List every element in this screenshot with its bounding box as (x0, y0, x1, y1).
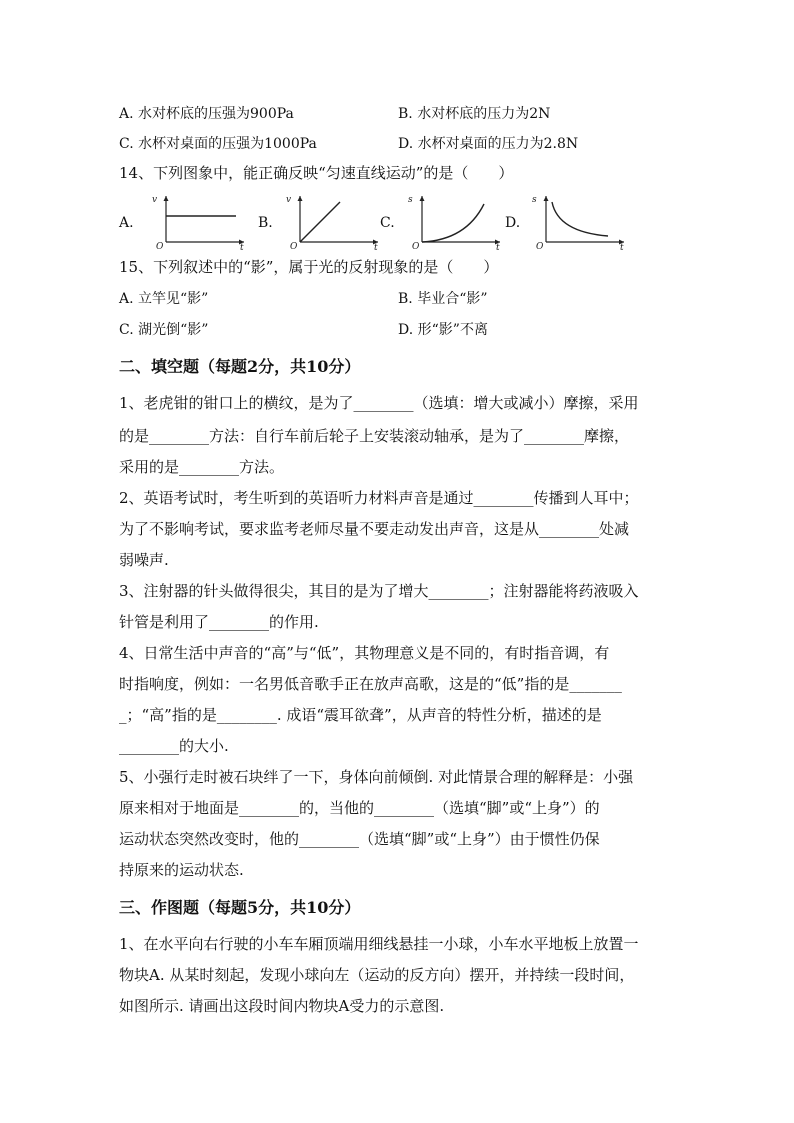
graph-c-y-label: s (408, 195, 413, 205)
q15-option-d: D. 形“影”不离 (398, 322, 488, 338)
section2-line: 弱噪声. (119, 551, 169, 569)
q13-option-a: A. 水对杯底的压强为900Pa (119, 106, 294, 122)
section2-line: 2、英语考试时，考生听到的英语听力材料声音是通过________传播到人耳中； (119, 489, 639, 507)
q15-option-b: B. 毕业合“影” (398, 291, 488, 307)
section3-line: 物块A. 从某时刻起，发现小球向左（运动的反方向）摆开，并持续一段时间， (119, 966, 635, 984)
graph-c-origin: O (412, 242, 420, 252)
graph-a-y-label: v (152, 195, 158, 205)
section2-line: 针管是利用了________的作用. (119, 613, 319, 631)
graph-c-s-t-curve (404, 192, 504, 253)
section2-line: 5、小强行走时被石块绊了一下，身体向前倾倒. 对此情景合理的解释是：小强 (119, 768, 634, 786)
graph-a-x-label: t (240, 243, 244, 253)
q13-option-d: D. 水杯对桌面的压力为2.8N (398, 136, 579, 152)
graph-d-x-label: t (620, 243, 624, 253)
q14-label-c: C. (380, 215, 395, 231)
graph-a-v-t-horizontal (148, 192, 248, 253)
q14-label-d: D. (505, 215, 521, 231)
q14-label-b: B. (258, 215, 273, 231)
section2-line: 采用的是________方法。 (119, 458, 285, 476)
section2-line: _；“高”指的是________. 成语“震耳欲聋”，从声音的特性分析，描述的是 (119, 706, 602, 724)
graph-d-s-t-decay (528, 192, 628, 253)
section3-line: 1、在水平向右行驶的小车车厢顶端用细线悬挂一小球，小车水平地板上放置一 (119, 935, 639, 953)
section2-title: 二、填空题（每题2分，共10分） (119, 357, 361, 376)
section2-line: 原来相对于地面是________的，当他的________（选填“脚”或“上身”）的 (119, 799, 600, 817)
section3-title: 三、作图题（每题5分，共10分） (119, 898, 361, 917)
q14-stem: 14、下列图象中，能正确反映“匀速直线运动”的是（ ） (119, 164, 514, 182)
graph-c-x-label: t (496, 243, 500, 253)
graph-a-origin: O (156, 242, 164, 252)
section2-line: 的是________方法：自行车前后轮子上安装滚动轴承，是为了________摩擦， (119, 427, 630, 445)
section2-line: 持原来的运动状态. (119, 861, 244, 879)
q15-stem: 15、下列叙述中的“影”，属于光的反射现象的是（ ） (119, 258, 499, 276)
graph-b-x-label: t (374, 243, 378, 253)
section2-line: 时指响度，例如：一名男低音歌手正在放声高歌，这是的“低”指的是_______ (119, 675, 622, 693)
section2-line: 1、老虎钳的钳口上的横纹，是为了________（选填：增大或减小）摩擦，采用 (119, 394, 639, 412)
section2-line: ________的大小. (119, 737, 229, 755)
graph-b-origin: O (290, 242, 298, 252)
q14-label-a: A. (119, 215, 134, 231)
graph-b-v-t-incline (282, 192, 382, 253)
section2-line: 运动状态突然改变时，他的________（选填“脚”或“上身”）由于惯性仍保 (119, 830, 600, 848)
q13-option-b: B. 水对杯底的压力为2N (398, 106, 551, 122)
section2-line: 为了不影响考试，要求监考老师尽量不要走动发出声音，这是从________处减 (119, 520, 630, 538)
graph-b-y-label: v (286, 195, 292, 205)
q13-option-c: C. 水杯对桌面的压强为1000Pa (119, 136, 317, 152)
section3-line: 如图所示. 请画出这段时间内物块A受力的示意图. (119, 997, 445, 1015)
q15-option-a: A. 立竿见“影” (119, 291, 209, 307)
graph-d-y-label: s (532, 195, 537, 205)
section2-line: 3、注射器的针头做得很尖，其目的是为了增大________；注射器能将药液吸入 (119, 582, 639, 600)
section2-line: 4、日常生活中声音的“高”与“低”，其物理意义是不同的，有时指音调，有 (119, 644, 610, 662)
q15-option-c: C. 湖光倒“影” (119, 322, 209, 338)
graph-d-origin: O (536, 242, 544, 252)
